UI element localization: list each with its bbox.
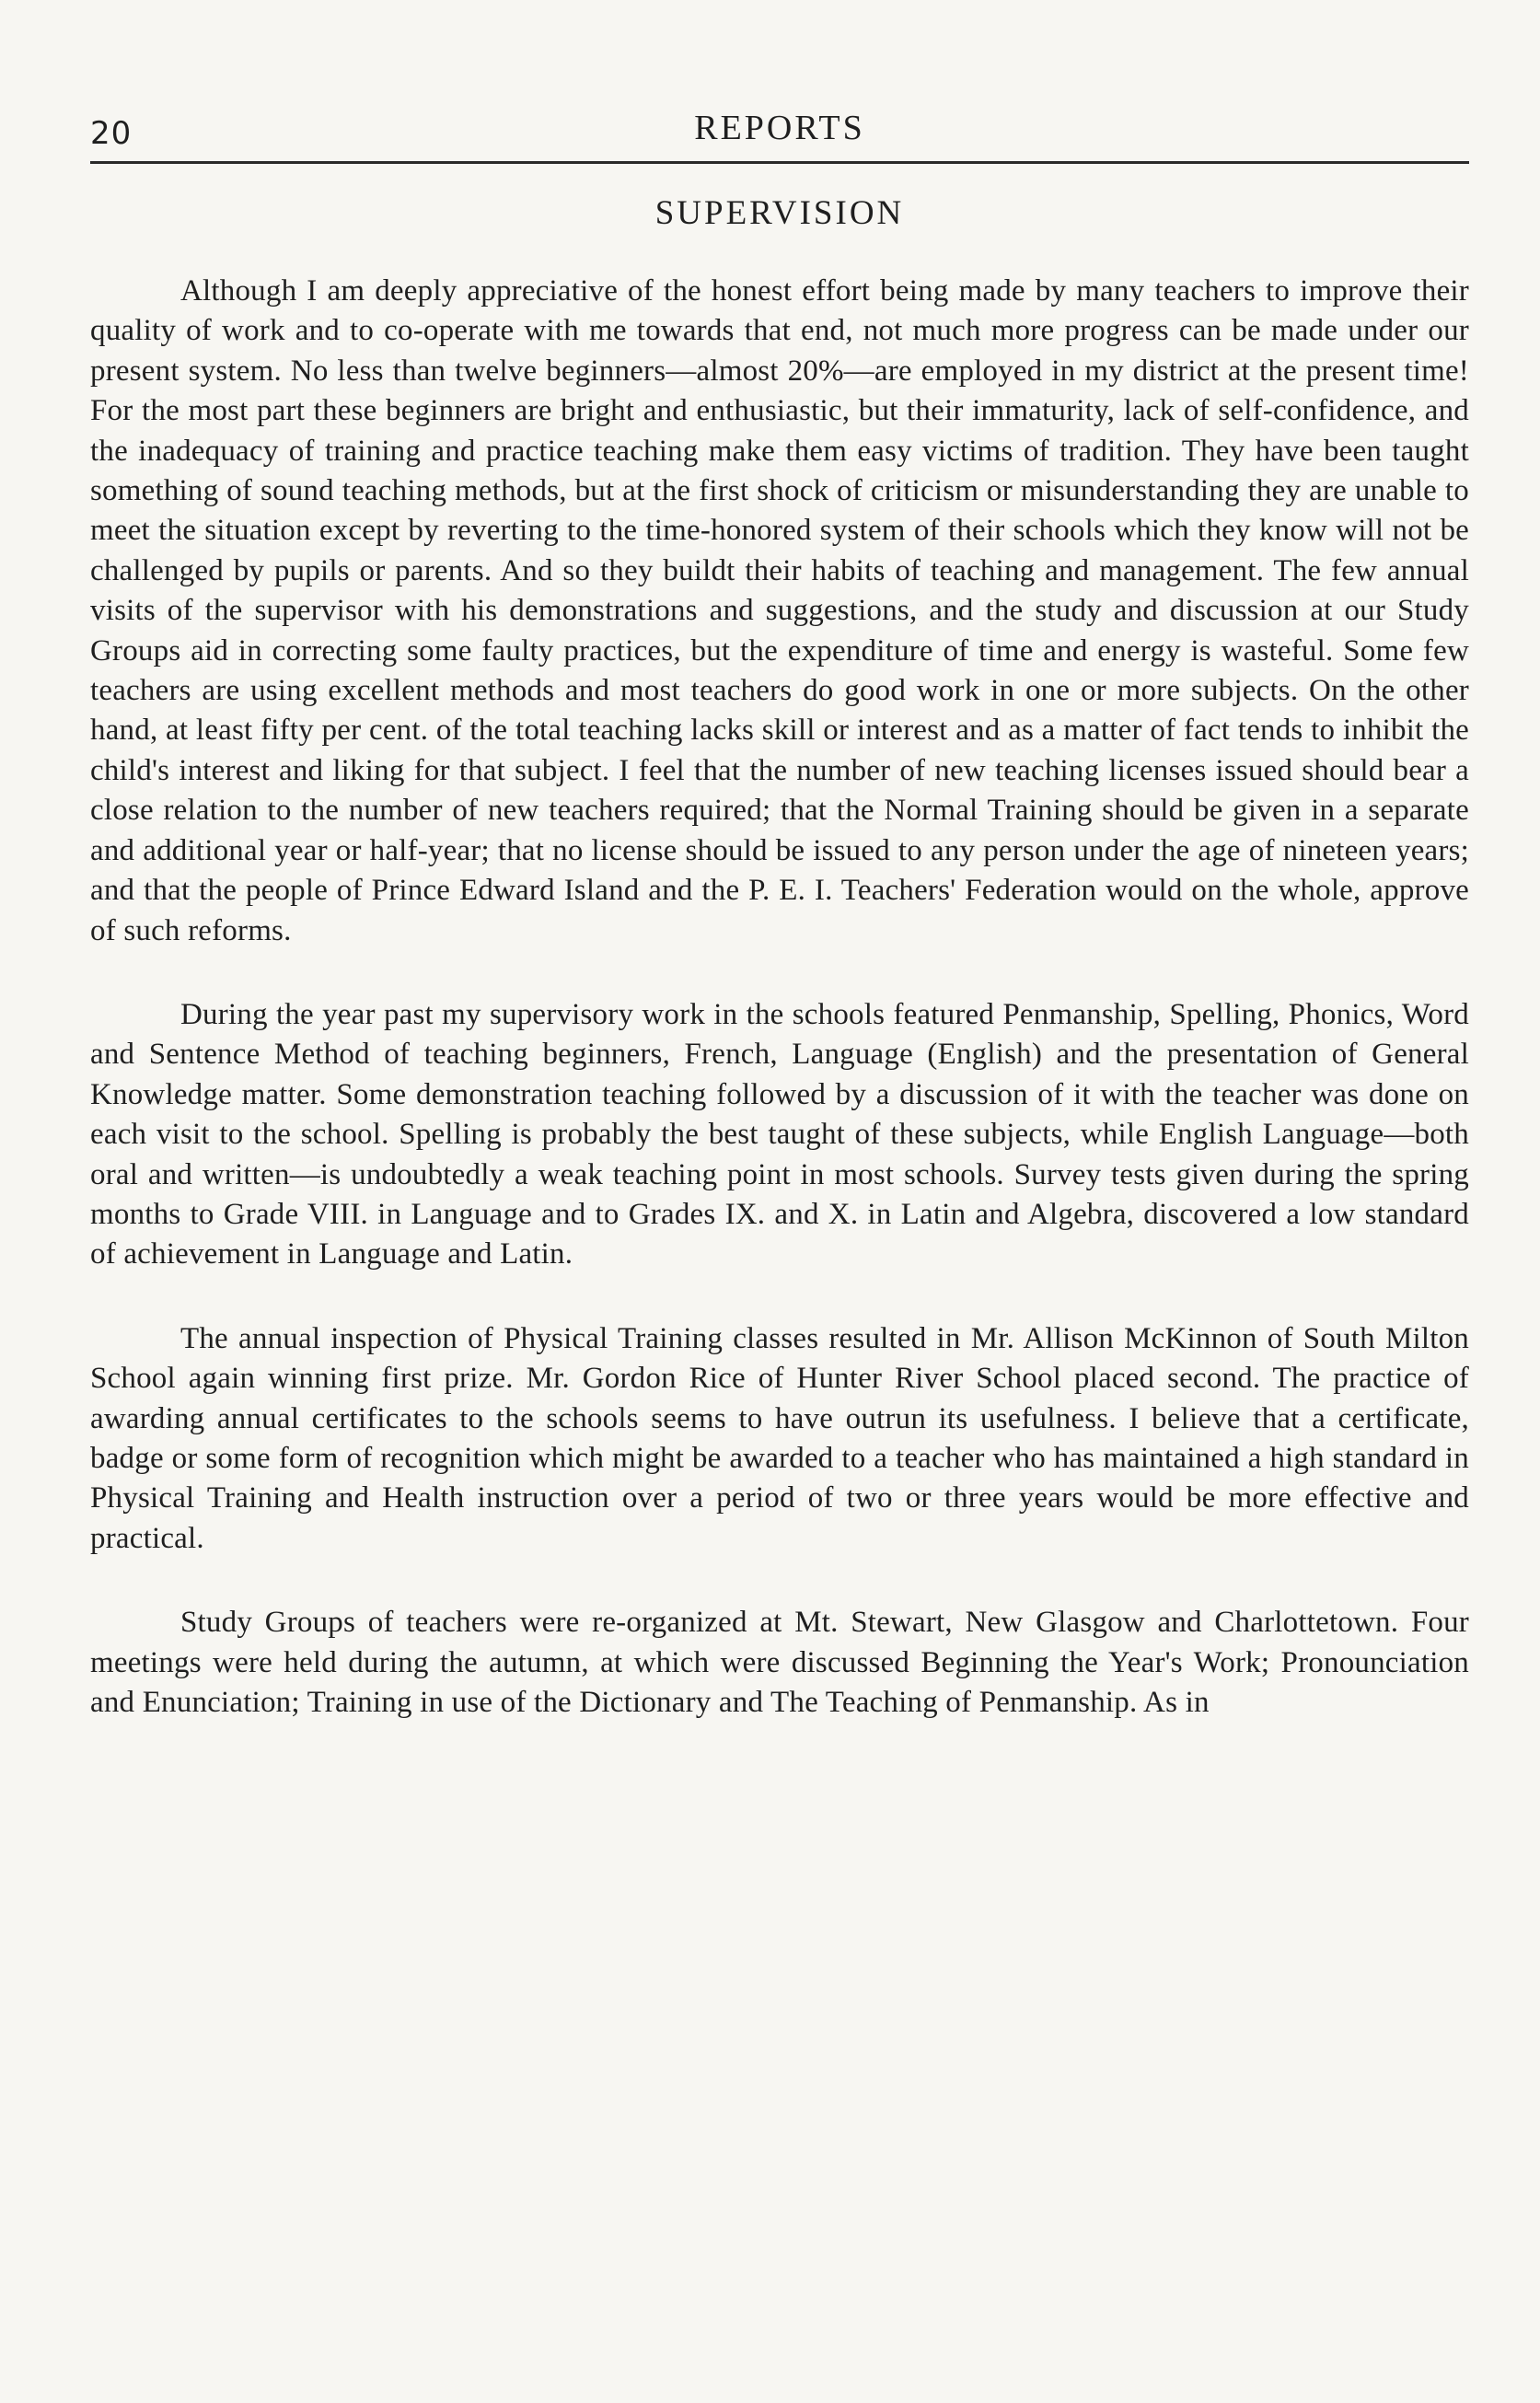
paragraph-physical-training: The annual inspection of Physical Training classes resulted in Mr. Allison McKinnon of South Milton School again winning first prize. Mr. Gordon Rice of Hunter River School placed second. The practice of awarding annual certificates to the schools seems to have outrun its usefulness. I believe that a certificate, badge or some form of recognition which might be awarded to a teacher who has maintained a high standard in Physical Training and Health instruction over a period of two or three years would be more effective and practical. [90,1321,1469,1555]
page-header [90,106,1469,164]
running-head: REPORTS [694,109,865,147]
paragraph-study-groups: Study Groups of teachers were re-organized at Mt. Stewart, New Glasgow and Charlottetown. Four meetings were held during the autumn, at which were discussed Beginning the Year's Work; Pronounciation and Enunciation; Training in use of the Dictionary and The Teaching of Penmanship. As in [90,1606,1469,1719]
page-number: 20 [90,115,133,152]
paragraph-supervision-intro: Although I am deeply appreciative of the honest effort being made by many teachers to improve their quality of work and to co-operate with me towards that end, not much more progress can be made under our present system. No less than twelve beginners—almost 20%—are employed in my district at the present time! For the most part these beginners are bright and enthusiastic, but their immaturity, lack of self-confidence, and the inadequacy of training and practice teaching make them easy victims of tradition. They have been taught something of sound teaching methods, but at the first shock of criticism or misunderstanding they are unable to meet the situation except by reverting to the time-honored system of their schools which they know will not be challenged by pupils or parents. And so they buildt their habits of teaching and management. The few annual visits of the supervisor with his demonstrations and suggestions, and the study and discussion at our Study Groups aid in correcting some faulty practices, but the expenditure of time and energy is wasteful. Some few teachers are using excellent methods and most teachers do good work in one or more subjects. On the other hand, at least fifty per cent. of the total teaching lacks skill or interest and as a matter of fact tends to inhibit the child's interest and liking for that subject. I feel that the number of new teaching licenses issued should bear a close relation to the number of new teachers required; that the Normal Training should be given in a separate and additional year or half-year; that no license should be issued to any person under the age of nineteen years; and that the people of Prince Edward Island and the P. E. I. Teachers' Federation would on the whole, approve of such reforms. [90,274,1469,947]
body-text [90,272,1469,1767]
section-title: SUPERVISION [654,194,905,232]
paragraph-supervisory-work: During the year past my supervisory work in the schools featured Penmanship, Spelling, Phonics, Word and Sentence Method of teaching beginners, French, Language (English) and the presentation of General Knowledge matter. Some demonstration teaching followed by a discussion of it with the teacher was done on each visit to the school. Spelling is probably the best taught of these subjects, while English Language—both oral and written—is undoubtedly a weak teaching point in most schools. Survey tests given during the spring months to Grade VIII. in Language and to Grades IX. and X. in Latin and Algebra, discovered a low standard of achievement in Language and Latin. [90,997,1469,1271]
